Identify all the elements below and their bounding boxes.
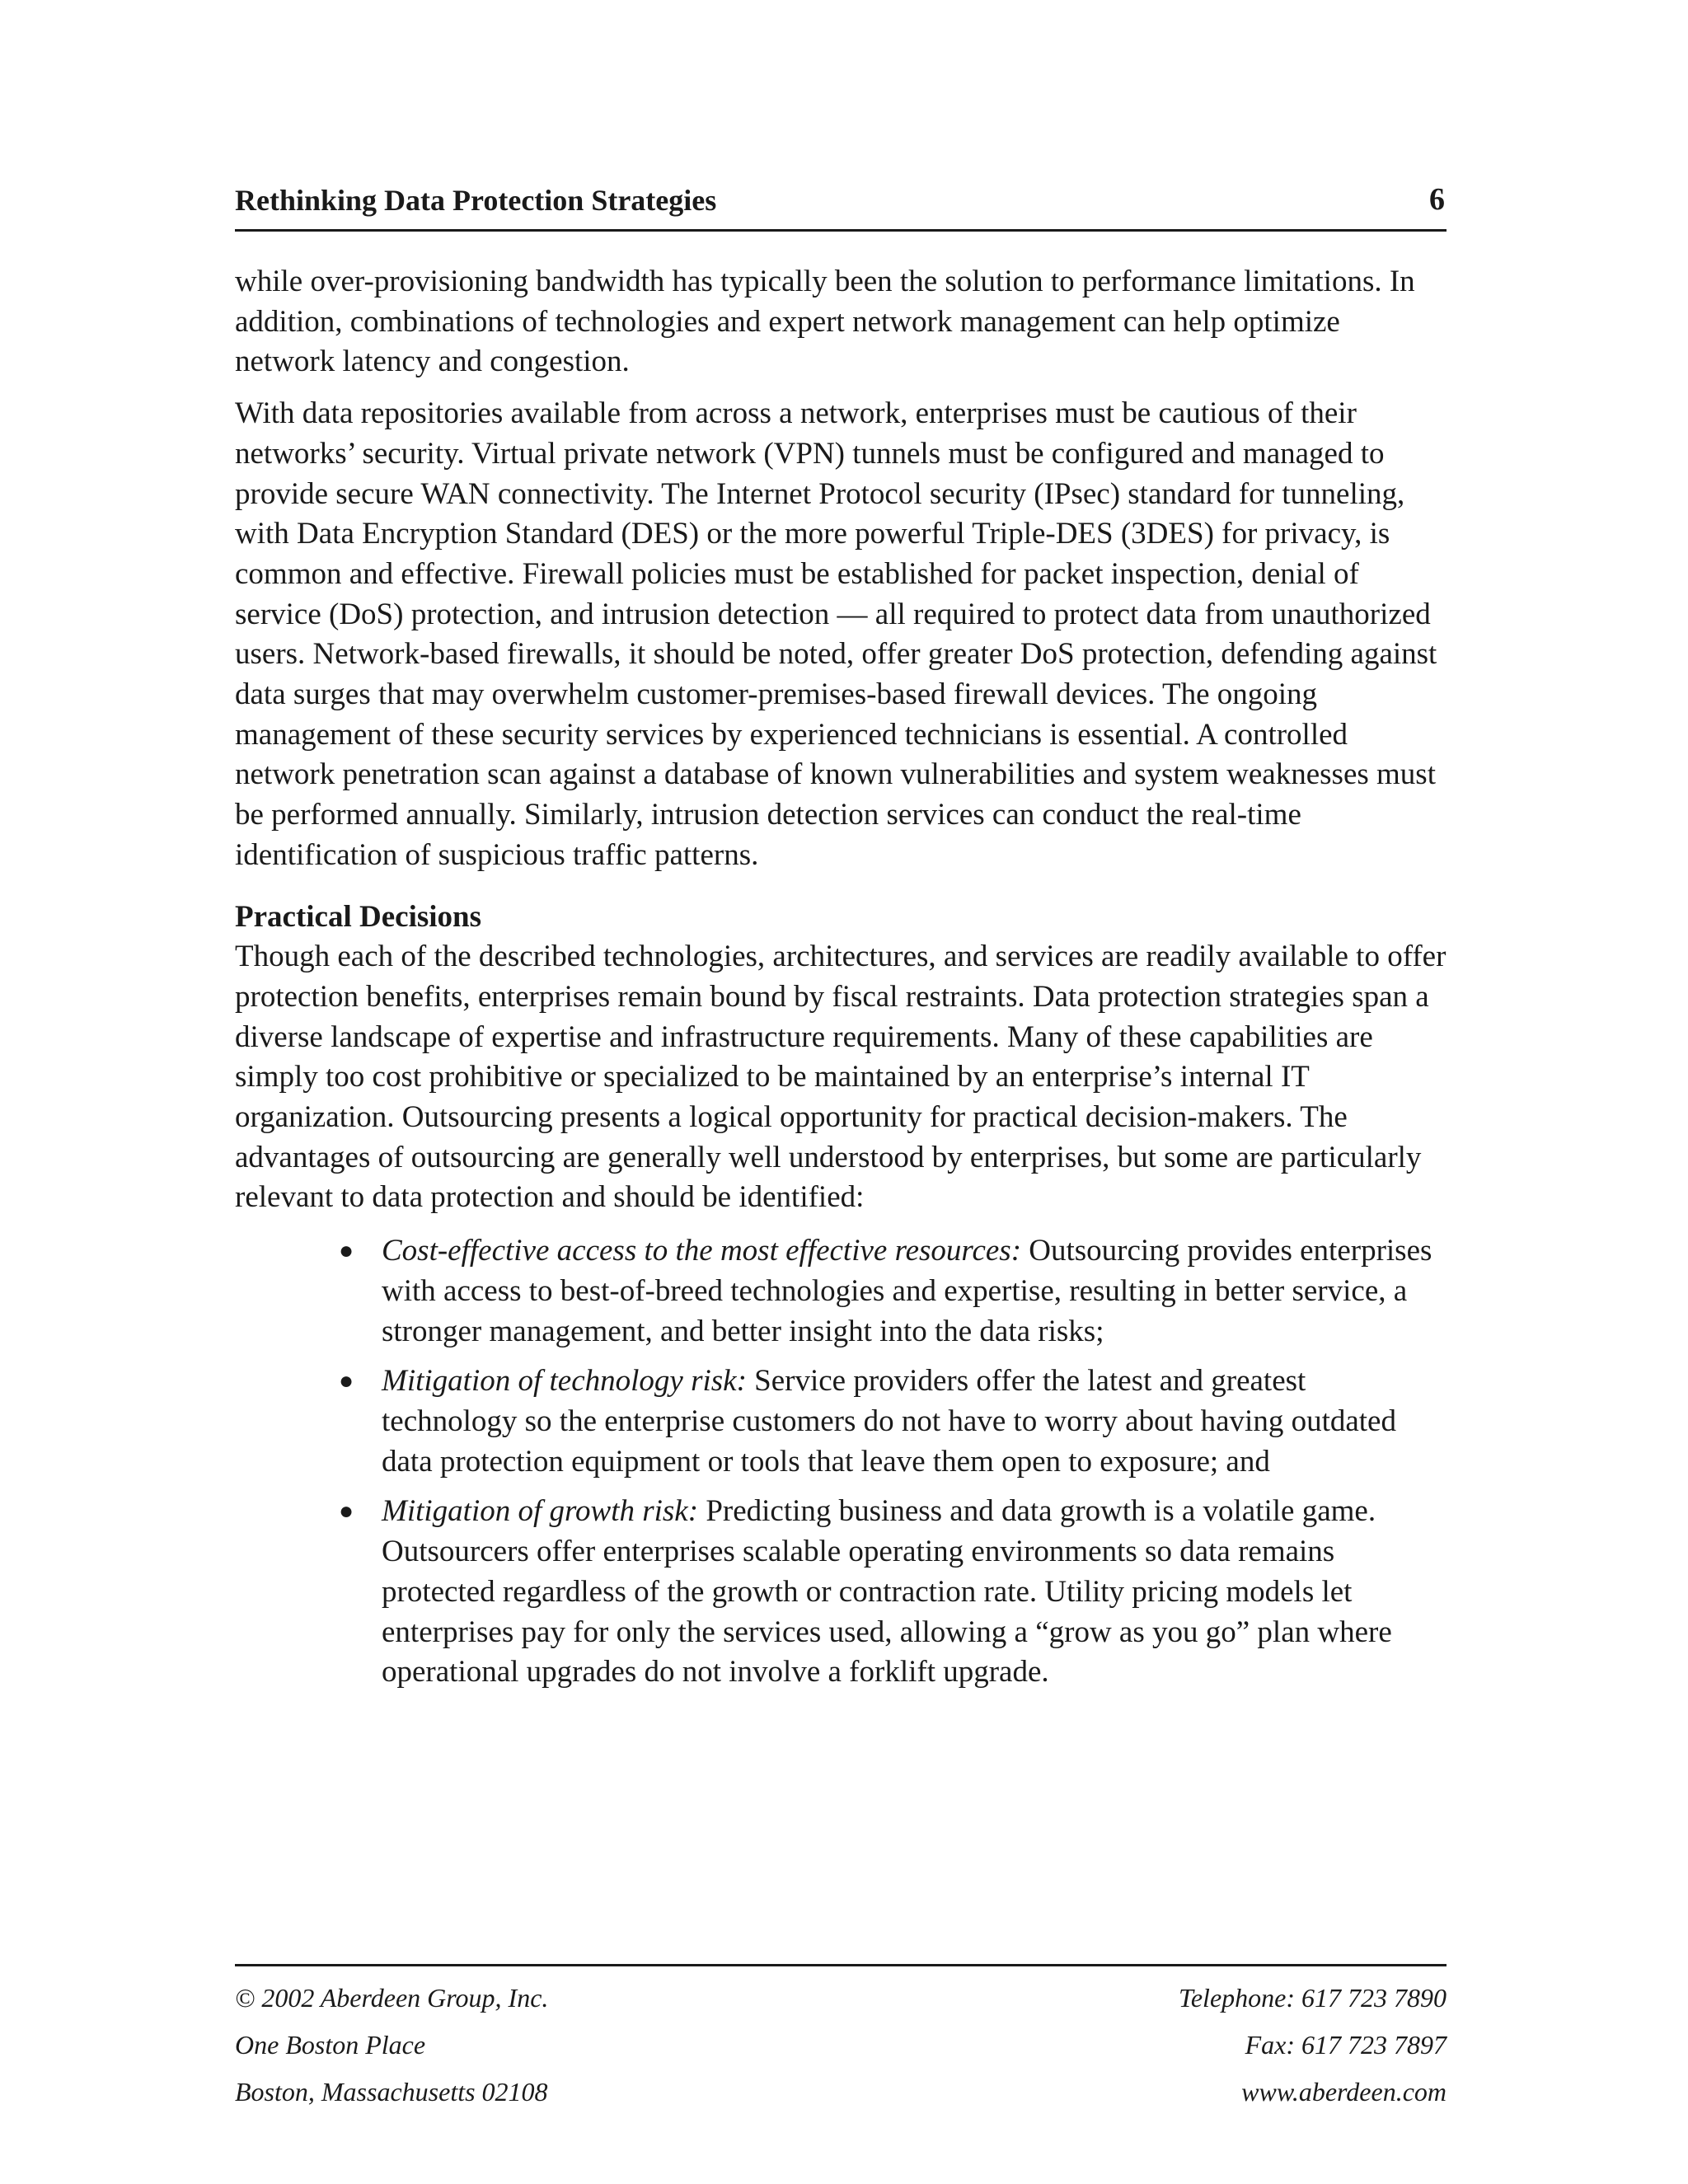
body-text xyxy=(235,262,1447,1703)
bullet-icon: ● xyxy=(339,1367,354,1395)
header-title: Rethinking Data Protection Strategies xyxy=(235,184,717,217)
list-item xyxy=(339,1361,1447,1482)
footer-telephone: Telephone: 617 723 7890 xyxy=(1178,1983,1447,2013)
bullet-icon: ● xyxy=(339,1497,354,1526)
list-item xyxy=(339,1492,1447,1693)
page-number: 6 xyxy=(1429,182,1445,217)
document-page xyxy=(235,0,1447,2184)
paragraph: while over-provisioning bandwidth has typically been the solution to performance limitations. In addition, combinations of technologies and expert network management can help optimize network latency and congestion. xyxy=(235,265,1415,379)
bullet-lead: Mitigation of growth risk: xyxy=(382,1494,699,1529)
page-footer xyxy=(235,1964,1447,2124)
list-item xyxy=(339,1231,1447,1352)
bullet-lead: Cost-effective access to the most effective resources: xyxy=(382,1234,1022,1268)
section-heading: Practical Decisions xyxy=(235,899,481,934)
footer-fax: Fax: 617 723 7897 xyxy=(1245,2030,1447,2060)
footer-address-line2: Boston, Massachusetts 02108 xyxy=(235,2077,548,2107)
paragraph: With data repositories available from across a network, enterprises must be cautious of their networks’ security. Virtual private network (VPN) tunnels must be configured and managed to provide secure WAN connectivity. The Internet Protocol security (IPsec) standard for tunneling, with Data Encryption Standard (DES) or the more powerful Triple-DES (3DES) for privacy, is common and effective. Firewall policies must be established for packet inspection, denial of service (DoS) protection, and intrusion detection — all required to protect data from unauthorized users. Network-based firewalls, it should be noted, offer greater DoS protection, defending against data surges that may overwhelm customer-premises-based firewall devices. The ongoing management of these security services by experienced technicians is essential. A controlled network penetration scan against a database of known vulnerabilities and system weaknesses must be performed annually. Similarly, intrusion detection services can conduct the real-time identification of suspicious traffic patterns. xyxy=(235,396,1437,872)
page-header xyxy=(235,180,1447,232)
footer-copyright: © 2002 Aberdeen Group, Inc. xyxy=(235,1983,549,2013)
bullet-list xyxy=(235,1231,1447,1693)
bullet-text: Service providers offer the latest and greatest technology so the enterprise customers do not have to worry about having outdated data protection equipment or tools that leave them open to exposure; and xyxy=(382,1364,1396,1479)
footer-website[interactable]: www.aberdeen.com xyxy=(1241,2077,1447,2107)
section-paragraph: Though each of the described technologies, architectures, and services are readily available to offer protection benefits, enterprises remain bound by fiscal restraints. Data protection strategies span a diverse landscape of expertise and infrastructure requirements. Many of these capabilities are simply too cost prohibitive or specialized to be maintained by an enterprise’s internal IT organization. Outsourcing presents a logical opportunity for practical decision-makers. The advantages of outsourcing are generally well understood by enterprises, but some are particularly relevant to data protection and should be identified: xyxy=(235,940,1447,1215)
footer-address-line1: One Boston Place xyxy=(235,2030,426,2060)
bullet-icon: ● xyxy=(339,1237,354,1265)
footer-row xyxy=(235,2030,1447,2077)
bullet-lead: Mitigation of technology risk: xyxy=(382,1364,747,1399)
footer-row xyxy=(235,1983,1447,2030)
bullet-text: Predicting business and data growth is a volatile game. Outsourcers offer enterprises scalable operating environments so data remains protected regardless of the growth or contraction rate. Utility pricing models let enterprises pay for only the services used, allowing a “grow as you go” plan where operational upgrades do not involve a forklift upgrade. xyxy=(382,1494,1392,1690)
bullet-text: Outsourcing provides enterprises with access to best-of-breed technologies and expertise, resulting in better service, a stronger management, and better insight into the data risks; xyxy=(382,1234,1432,1348)
footer-row xyxy=(235,2077,1447,2124)
